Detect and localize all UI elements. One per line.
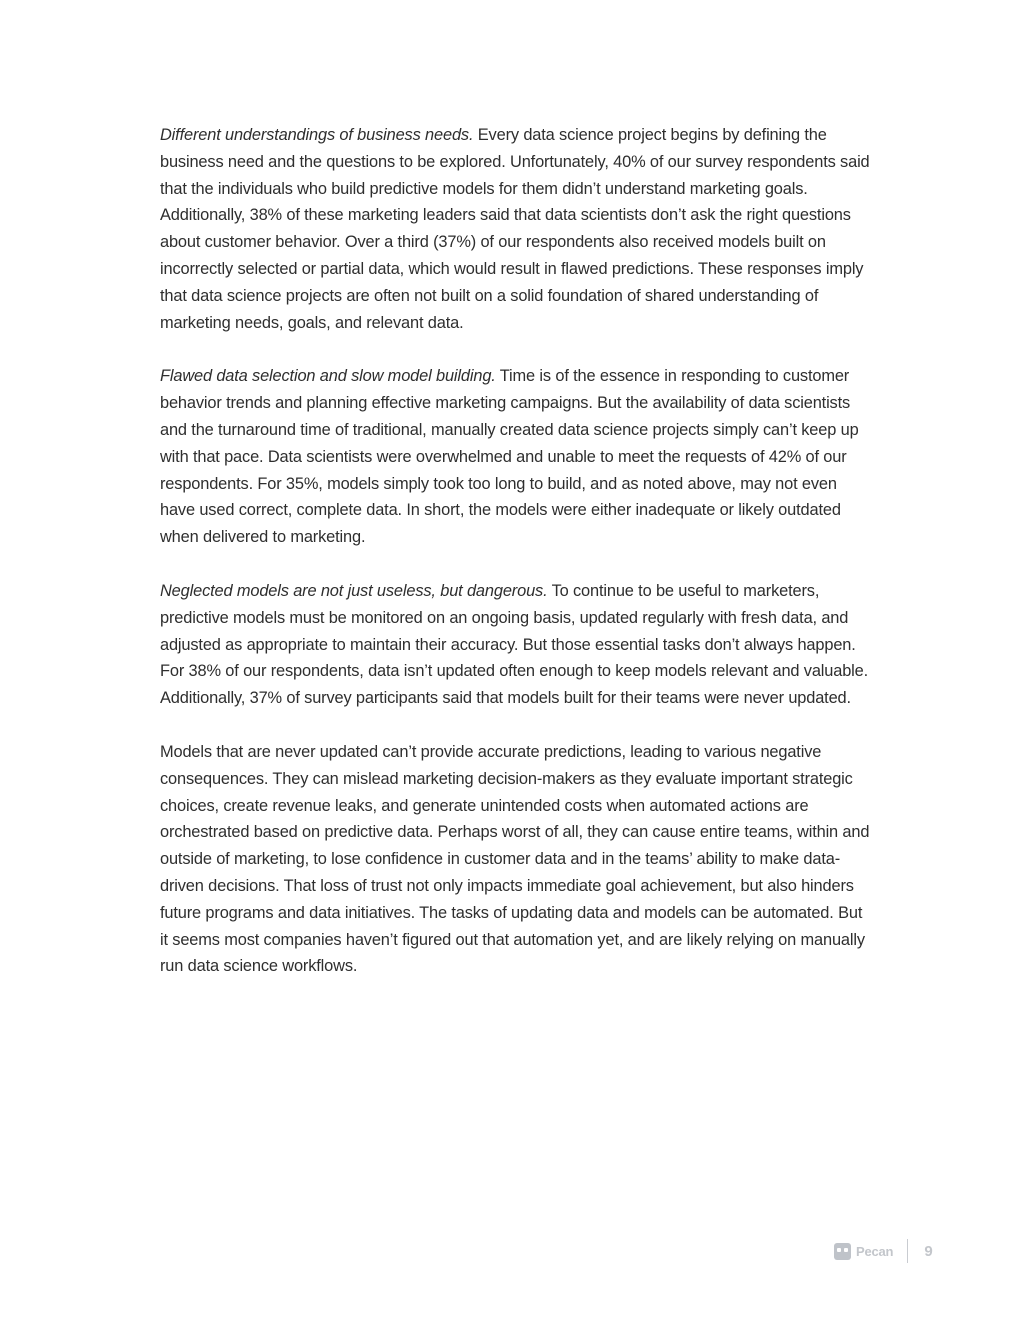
paragraph-business-needs bbox=[160, 122, 872, 336]
brand-logo bbox=[834, 1243, 893, 1260]
paragraph-text: Every data science project begins by defining the business need and the questions to be explored. Unfortunately, 40% of our survey respondents said that the individuals who build predictive models for them didn’t understand marketing goals. Additionally, 38% of these marketing leaders said that data scientists don’t ask the right questions about customer behavior. Over a third (37%) of our respondents also received models built on incorrectly selected or partial data, which would result in flawed predictions. These responses imply that data science projects are often not built on a solid foundation of shared understanding of marketing needs, goals, and relevant data. bbox=[160, 126, 870, 332]
page-number: 9 bbox=[924, 1242, 933, 1260]
page-footer bbox=[834, 1238, 933, 1264]
paragraph-consequences bbox=[160, 739, 872, 980]
paragraph-data-selection bbox=[160, 363, 872, 551]
paragraph-text: Time is of the essence in responding to customer behavior trends and planning effective marketing campaigns. But the availability of data scientists and the turnaround time of traditional, manually created data science projects simply can’t keep up with that pace. Data scientists were overwhelmed and unable to meet the requests of 42% of our respondents. For 35%, models simply took too long to build, and as noted above, may not even have used correct, complete data. In short, the models were either inadequate or likely outdated when delivered to marketing. bbox=[160, 367, 859, 547]
footer-divider bbox=[907, 1239, 908, 1263]
paragraph-lead: Neglected models are not just useless, but dangerous. bbox=[160, 581, 548, 600]
paragraph-neglected-models bbox=[160, 578, 872, 712]
pecan-logo-icon bbox=[834, 1243, 851, 1260]
paragraph-lead: Different understandings of business needs. bbox=[160, 126, 474, 144]
document-body bbox=[160, 122, 872, 1007]
paragraph-lead: Flawed data selection and slow model building. bbox=[160, 367, 496, 386]
paragraph-text: Models that are never updated can’t provide accurate predictions, leading to various negative consequences. They can mislead marketing decision-makers as they evaluate important strategic choices, create revenue leaks, and generate unintended costs when automated actions are orchestrated based on predictive data. Perhaps worst of all, they can cause entire teams, within and outside of marketing, to lose confidence in customer data and in the teams’ ability to make data-driven decisions. That loss of trust not only impacts immediate goal achievement, but also hinders future programs and data initiatives. The tasks of updating data and models can be automated. But it seems most companies haven’t figured out that automation yet, and are likely relying on manually run data science workflows. bbox=[160, 742, 870, 976]
brand-name: Pecan bbox=[856, 1243, 894, 1259]
paragraph-text: To continue to be useful to marketers, predictive models must be monitored on an ongoing basis, updated regularly with fresh data, and adjusted as appropriate to maintain their accuracy. But those essential tasks don’t always happen. For 38% of our respondents, data isn’t updated often enough to keep models relevant and valuable. Additionally, 37% of survey participants said that models built for their teams were never updated. bbox=[160, 581, 869, 708]
